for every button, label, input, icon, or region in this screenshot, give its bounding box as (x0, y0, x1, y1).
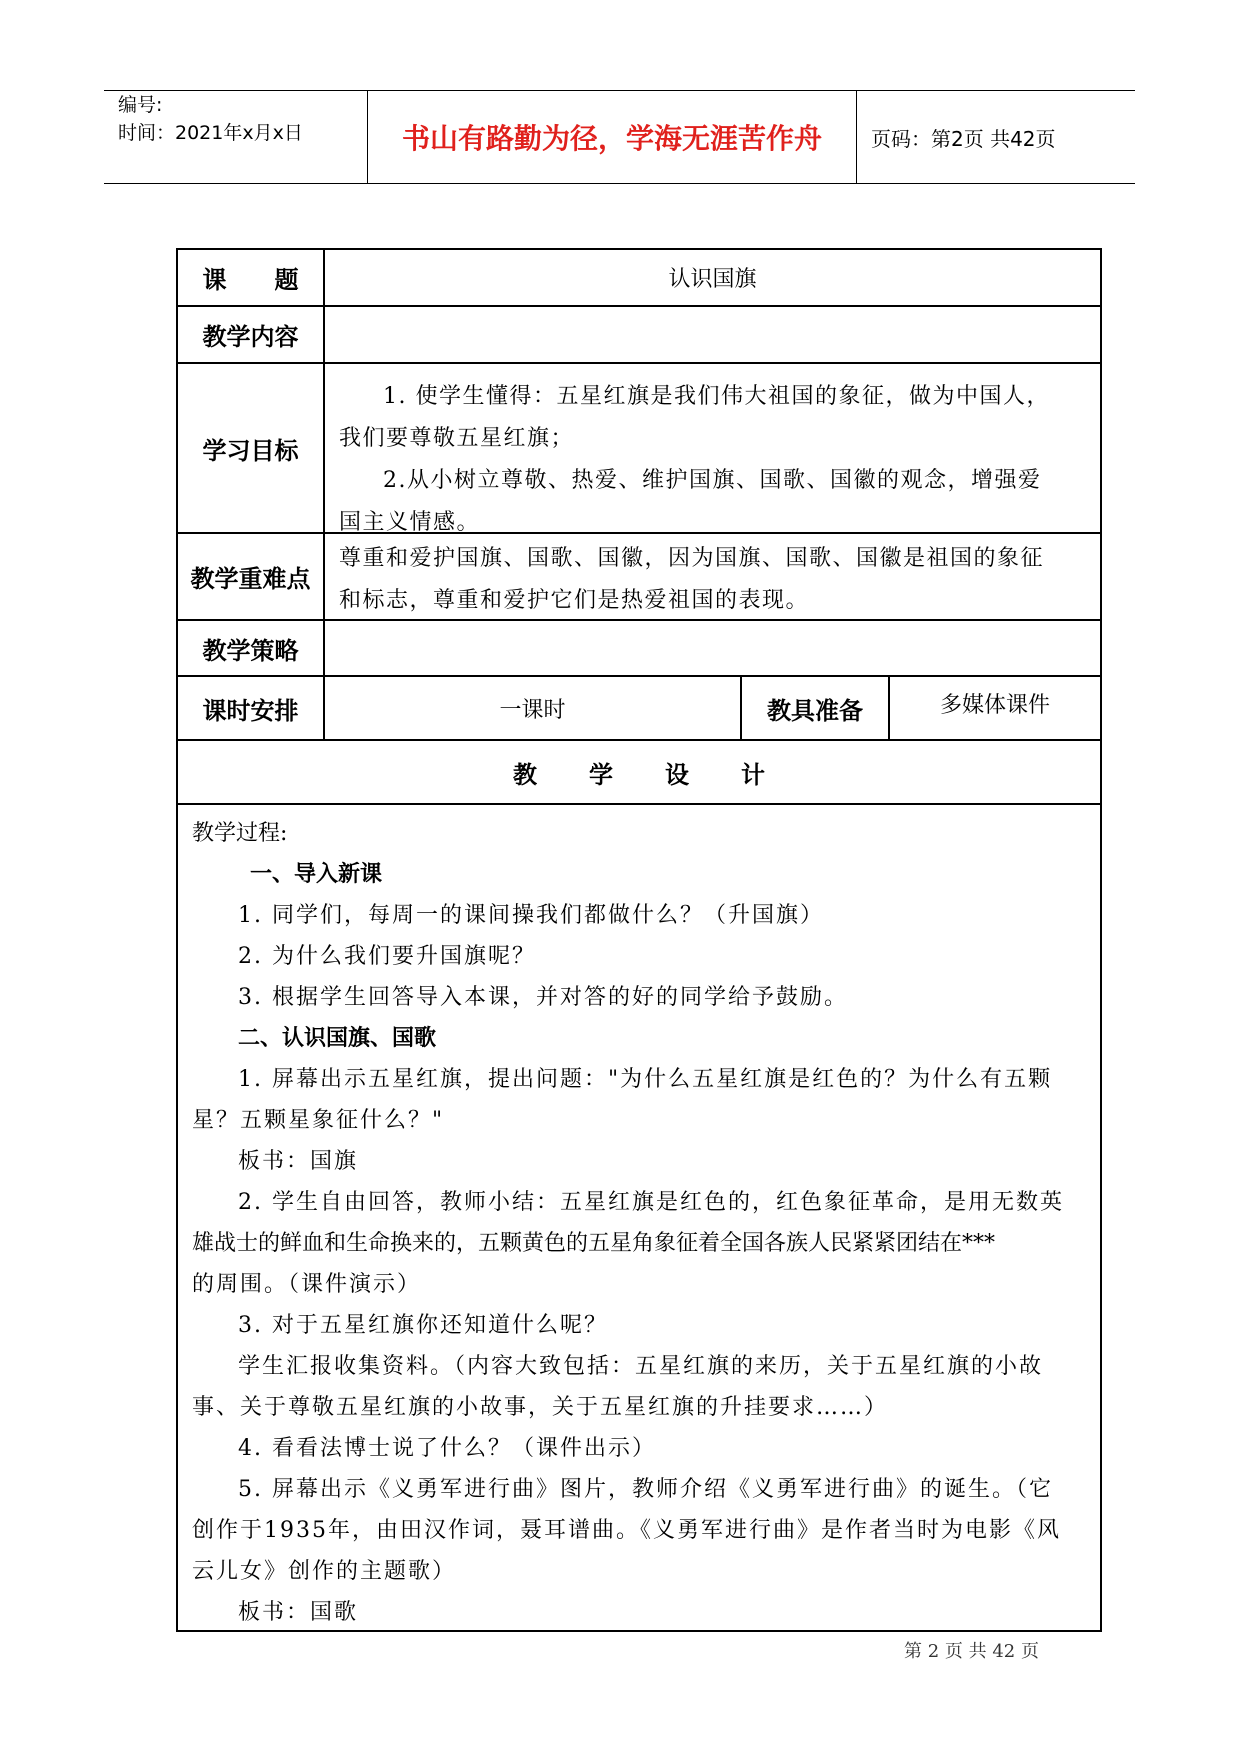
lesson-plan-table (176, 248, 1102, 1632)
key-points-value (325, 534, 1100, 619)
key-point-line: 尊重和爱护国旗、国歌、国徽，因为国旗、国歌、国徽是祖国的象征 (339, 546, 1045, 571)
row-goals (178, 364, 1100, 534)
tools-label: 教具准备 (742, 677, 890, 739)
time-label: 时间：2021年x月x日 (118, 122, 303, 144)
content-value (325, 307, 1100, 362)
page-footer: 第 2 页 共 42 页 (904, 1641, 1039, 1662)
process-line: 的周围。（课件演示） (192, 1272, 422, 1297)
strategy-value (325, 621, 1100, 675)
row-topic (178, 250, 1100, 307)
content-label: 教学内容 (178, 307, 325, 362)
process-line: 3. 对于五星红旗你还知道什么呢？ (238, 1313, 608, 1338)
header-motto: 书山有路勤为径，学海无涯苦作舟 (368, 91, 857, 183)
goal-line: 1. 使学生懂得：五星红旗是我们伟大祖国的象征，做为中国人， (383, 384, 1050, 409)
tools-value: 多媒体课件 (939, 692, 1050, 718)
strategy-label: 教学策略 (178, 621, 325, 675)
process-line: 板书：国旗 (238, 1149, 359, 1174)
process-line: 2. 为什么我们要升国旗呢？ (238, 944, 536, 969)
topic-label: 课 题 (178, 250, 325, 305)
process-line: 事、关于尊敬五星红旗的小故事，关于五星红旗的升挂要求……） (192, 1395, 889, 1420)
goal-line: 2.从小树立尊敬、热爱、维护国旗、国歌、国徽的观念，增强爱 (383, 468, 1042, 493)
process-line: 星？五颗星象征什么？" (192, 1108, 445, 1133)
number-label: 编号: (118, 94, 163, 116)
goal-line: 我们要尊敬五星红旗； (339, 426, 575, 451)
key-points-label: 教学重难点 (178, 534, 325, 619)
page-header (104, 90, 1135, 184)
row-schedule (178, 677, 1100, 741)
process-title: 教学过程: (192, 821, 288, 846)
row-key-points (178, 534, 1100, 621)
row-strategy (178, 621, 1100, 677)
schedule-label: 课时安排 (178, 677, 325, 739)
section-heading: 二、认识国旗、国歌 (238, 1026, 437, 1051)
section-heading: 一、导入新课 (250, 862, 383, 887)
process-line: 雄战士的鲜血和生命换来的，五颗黄色的五星角象征着全国各族人民紧紧团结在*** (192, 1231, 996, 1256)
process-line: 创作于1935年，由田汉作词，聂耳谱曲。《义勇军进行曲》是作者当时为电影《风 (192, 1518, 1061, 1543)
header-meta (104, 91, 368, 183)
process-line: 3. 根据学生回答导入本课，并对答的好的同学给予鼓励。 (238, 985, 848, 1010)
schedule-value: 一课时 (325, 677, 742, 739)
teaching-process (178, 805, 1100, 1630)
process-line: 云儿女》创作的主题歌） (192, 1559, 457, 1584)
process-line: 1. 屏幕出示五星红旗，提出问题："为什么五星红旗是红色的？为什么有五颗 (238, 1067, 1053, 1092)
goals-label: 学习目标 (178, 364, 325, 532)
design-heading: 教学设计 (513, 760, 817, 789)
row-design-heading (178, 741, 1100, 805)
goal-line: 国主义情感。 (339, 510, 481, 535)
process-line: 4. 看看法博士说了什么？（课件出示） (238, 1436, 656, 1461)
topic-value: 认识国旗 (668, 267, 757, 292)
process-line: 板书：国歌 (238, 1600, 359, 1625)
key-point-line: 和标志，尊重和爱护它们是热爱祖国的表现。 (339, 588, 810, 613)
process-line: 1. 同学们，每周一的课间操我们都做什么？（升国旗） (238, 903, 824, 928)
process-line: 5. 屏幕出示《义勇军进行曲》图片，教师介绍《义勇军进行曲》的诞生。（它 (238, 1477, 1053, 1502)
process-line: 学生汇报收集资料。（内容大致包括：五星红旗的来历，关于五星红旗的小故 (238, 1354, 1044, 1379)
goals-value (325, 364, 1100, 535)
process-line: 2. 学生自由回答，教师小结：五星红旗是红色的，红色象征革命，是用无数英 (238, 1190, 1064, 1215)
row-content (178, 307, 1100, 364)
header-page-number: 页码：第2页 共42页 (871, 126, 1056, 151)
